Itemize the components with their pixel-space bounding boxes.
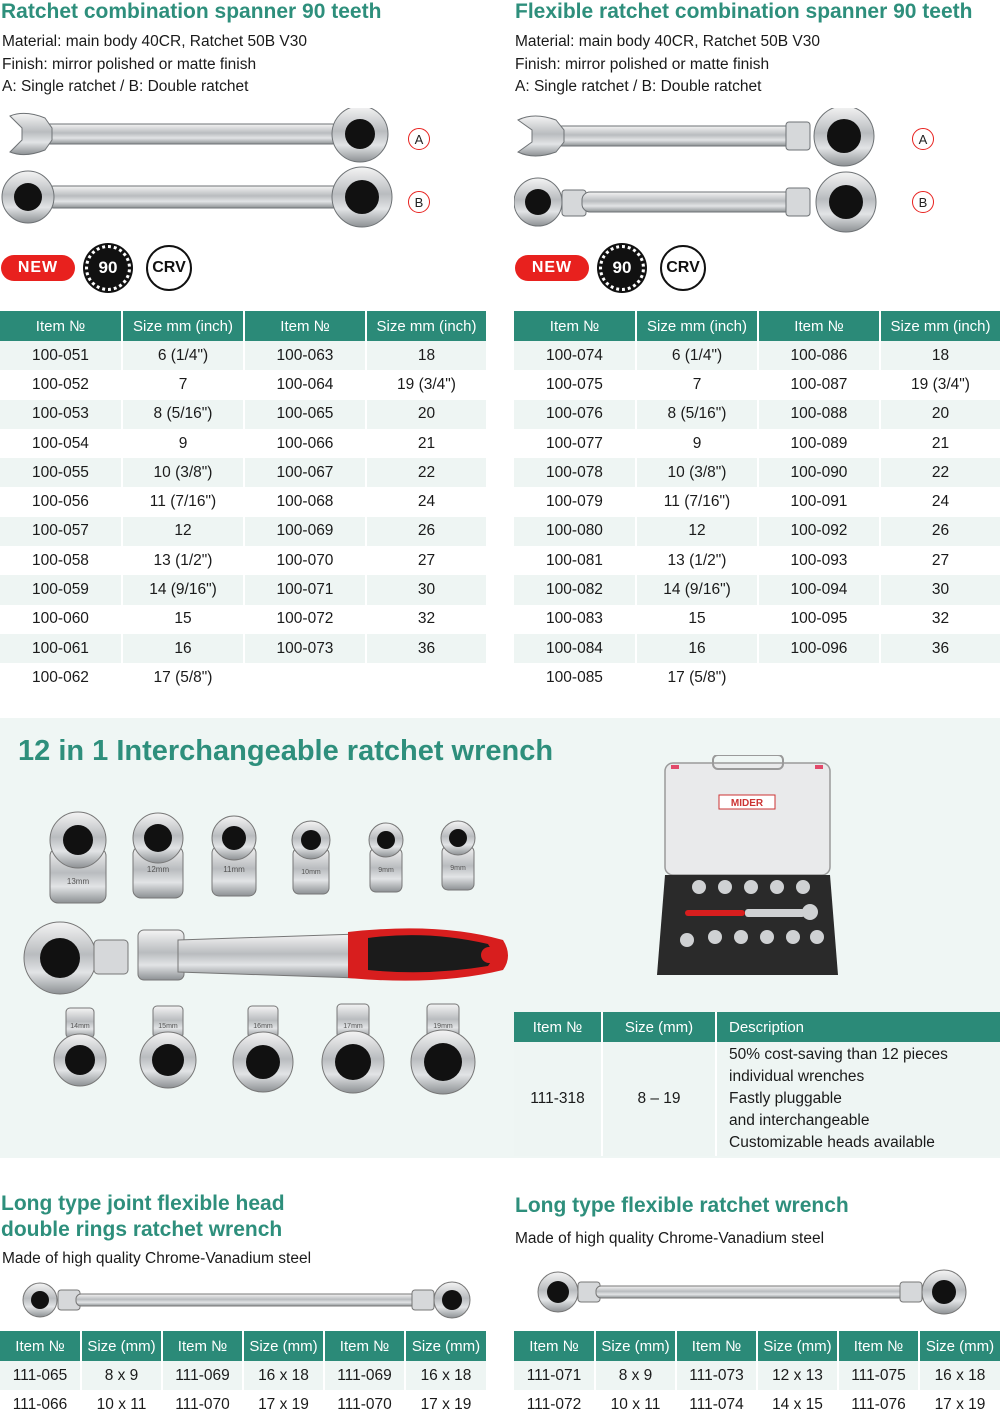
size-cell: 21	[366, 429, 486, 458]
marker-a-badge: A	[408, 128, 430, 150]
size-cell: 22	[366, 458, 486, 487]
head-size-label: 14mm	[70, 1023, 90, 1030]
size-cell: 9	[636, 429, 758, 458]
long-flexible-table	[514, 1331, 1000, 1419]
table-row	[0, 663, 486, 692]
item-number-cell: 100-056	[0, 487, 122, 516]
item-number-cell	[758, 663, 880, 692]
item-number-cell: 100-080	[514, 517, 636, 546]
ratchet-desc-line: A: Single ratchet / B: Double ratchet	[2, 78, 249, 95]
flexible-desc-line: A: Single ratchet / B: Double ratchet	[515, 78, 762, 95]
table-row	[514, 487, 1000, 516]
item-number-cell: 111-076	[838, 1390, 919, 1419]
size-cell: 20	[366, 400, 486, 429]
description-line: Customizable heads available	[729, 1134, 935, 1151]
size-cell: 16 x 18	[243, 1361, 324, 1390]
ratchet-size-table	[0, 311, 486, 693]
size-cell: 27	[880, 546, 1000, 575]
item-number-cell: 100-089	[758, 429, 880, 458]
flexible-size-table	[514, 311, 1000, 693]
size-cell: 8 x 9	[595, 1361, 676, 1390]
table-row	[0, 458, 486, 487]
item-number-cell: 100-078	[514, 458, 636, 487]
head-size-label: 17mm	[343, 1023, 363, 1030]
table-row	[514, 458, 1000, 487]
table-header-row	[514, 311, 1000, 341]
item-number-cell: 111-075	[838, 1361, 919, 1390]
item-number-cell: 100-087	[758, 370, 880, 399]
size-cell: 12 x 13	[757, 1361, 838, 1390]
table-header: Description	[716, 1012, 1000, 1042]
size-cell: 20	[880, 400, 1000, 429]
head-size-label: 19mm	[433, 1023, 453, 1030]
new-badge: NEW	[515, 255, 589, 281]
size-cell: 24	[880, 487, 1000, 516]
table-header-row	[514, 1331, 1000, 1361]
long-joint-table	[0, 1331, 486, 1419]
size-cell: 19 (3/4")	[366, 370, 486, 399]
item-number-cell: 111-069	[324, 1361, 405, 1390]
flexible-description	[515, 31, 820, 99]
size-cell: 11 (7/16")	[636, 487, 758, 516]
long-flexible-title: Long type flexible ratchet wrench	[515, 1194, 849, 1217]
size-cell: 17 x 19	[405, 1390, 486, 1419]
table-row	[514, 400, 1000, 429]
item-number-cell: 111-071	[514, 1361, 595, 1390]
table-header: Item №	[162, 1331, 243, 1361]
long-flexible-description: Made of high quality Chrome-Vanadium steel	[515, 1230, 825, 1247]
size-cell: 17 (5/8")	[122, 663, 244, 692]
item-number-cell: 100-066	[244, 429, 366, 458]
interchangeable-heads-image	[18, 810, 518, 1120]
table-header: Size mm (inch)	[122, 311, 244, 341]
tool-case-image	[655, 755, 840, 980]
long-joint-title-line: double rings ratchet wrench	[1, 1218, 283, 1241]
item-number-cell: 111-073	[676, 1361, 757, 1390]
head-size-label: 9mm	[450, 865, 466, 872]
long-joint-title	[1, 1191, 285, 1243]
item-number-cell: 100-069	[244, 517, 366, 546]
item-number-cell: 100-073	[244, 634, 366, 663]
size-cell: 14 (9/16")	[636, 575, 758, 604]
head-size-label: 12mm	[146, 865, 170, 874]
size-cell	[366, 663, 486, 692]
item-number-cell: 100-070	[244, 546, 366, 575]
ratchet-desc-line: Finish: mirror polished or matte finish	[2, 55, 257, 73]
item-number-cell: 111-072	[514, 1390, 595, 1419]
item-number-cell: 111-069	[162, 1361, 243, 1390]
description-cell	[716, 1042, 1000, 1156]
long-joint-description: Made of high quality Chrome-Vanadium steel	[2, 1250, 312, 1267]
size-cell: 16	[636, 634, 758, 663]
table-row	[0, 575, 486, 604]
table-row	[0, 370, 486, 399]
marker-a-badge: A	[912, 128, 934, 150]
ratchet-heads-top-icon	[50, 812, 475, 903]
teeth-90-badge: 90	[599, 245, 645, 291]
size-cell: 27	[366, 546, 486, 575]
marker-b-badge: B	[408, 191, 430, 213]
table-header: Item №	[838, 1331, 919, 1361]
item-number-cell: 100-094	[758, 575, 880, 604]
table-header-row	[0, 1331, 486, 1361]
size-cell: 11 (7/16")	[122, 487, 244, 516]
table-row	[514, 429, 1000, 458]
size-cell: 6 (1/4")	[122, 341, 244, 370]
item-number-cell: 100-091	[758, 487, 880, 516]
table-header: Size (mm)	[602, 1012, 716, 1042]
table-row	[514, 634, 1000, 663]
ratchet-description	[2, 31, 307, 99]
item-number-cell: 100-096	[758, 634, 880, 663]
item-number-cell: 100-081	[514, 546, 636, 575]
teeth-90-badge: 90	[85, 245, 131, 291]
table-header: Size mm (inch)	[366, 311, 486, 341]
table-header: Size (mm)	[243, 1331, 324, 1361]
spanner-b-icon	[2, 167, 392, 227]
table-header: Size (mm)	[595, 1331, 676, 1361]
table-header: Item №	[514, 1331, 595, 1361]
long-flexible-wrench-image	[536, 1268, 976, 1316]
table-row	[514, 605, 1000, 634]
size-cell: 16 x 18	[405, 1361, 486, 1390]
table-row	[514, 341, 1000, 370]
size-cell: 26	[366, 517, 486, 546]
table-row	[0, 1390, 486, 1419]
size-cell	[880, 663, 1000, 692]
head-size-label: 15mm	[158, 1023, 178, 1030]
spanner-a-icon	[10, 108, 388, 162]
item-number-cell: 100-093	[758, 546, 880, 575]
item-number-cell: 111-074	[676, 1390, 757, 1419]
item-number-cell: 100-079	[514, 487, 636, 516]
size-cell: 16 x 18	[919, 1361, 1000, 1390]
size-cell: 22	[880, 458, 1000, 487]
table-row	[514, 1361, 1000, 1390]
table-row	[514, 1042, 1000, 1156]
item-number-cell: 100-058	[0, 546, 122, 575]
size-cell: 10 x 11	[595, 1390, 676, 1419]
size-cell: 14 (9/16")	[122, 575, 244, 604]
table-header: Item №	[0, 311, 122, 341]
item-number-cell: 111-065	[0, 1361, 81, 1390]
size-cell: 9	[122, 429, 244, 458]
table-header: Item №	[0, 1331, 81, 1361]
size-cell: 15	[122, 605, 244, 634]
size-cell: 7	[636, 370, 758, 399]
item-number-cell: 100-077	[514, 429, 636, 458]
size-cell: 16	[122, 634, 244, 663]
size-cell: 13 (1/2")	[122, 546, 244, 575]
table-row	[514, 575, 1000, 604]
size-cell: 8 x 9	[81, 1361, 162, 1390]
table-row	[0, 634, 486, 663]
head-size-label: 11mm	[223, 865, 245, 874]
size-cell: 13 (1/2")	[636, 546, 758, 575]
size-cell: 17 (5/8")	[636, 663, 758, 692]
size-cell: 10 x 11	[81, 1390, 162, 1419]
item-number-cell: 100-059	[0, 575, 122, 604]
size-cell: 8 (5/16")	[636, 400, 758, 429]
head-size-label: 16mm	[253, 1023, 273, 1030]
flex-spanner-b-icon	[514, 172, 876, 232]
item-number-cell: 100-062	[0, 663, 122, 692]
size-cell: 32	[366, 605, 486, 634]
item-number-cell: 100-085	[514, 663, 636, 692]
description-line: individual wrenches	[729, 1068, 865, 1085]
long-joint-title-line: Long type joint flexible head	[1, 1192, 285, 1215]
item-number-cell: 100-061	[0, 634, 122, 663]
flexible-spanner-image	[514, 108, 894, 233]
item-number-cell: 111-318	[514, 1042, 602, 1156]
item-number-cell: 100-088	[758, 400, 880, 429]
item-number-cell: 100-084	[514, 634, 636, 663]
size-cell: 36	[366, 634, 486, 663]
table-header-row	[514, 1012, 1000, 1042]
long-joint-wrench-image	[20, 1280, 480, 1320]
head-size-label: 10mm	[301, 869, 321, 876]
size-cell: 10 (3/8")	[636, 458, 758, 487]
item-number-cell: 100-057	[0, 517, 122, 546]
item-number-cell: 100-051	[0, 341, 122, 370]
head-size-label: 9mm	[378, 867, 394, 874]
table-row	[514, 663, 1000, 692]
size-cell: 19 (3/4")	[880, 370, 1000, 399]
interchangeable-title: 12 in 1 Interchangeable ratchet wrench	[18, 735, 554, 767]
table-row	[0, 400, 486, 429]
item-number-cell: 100-075	[514, 370, 636, 399]
item-number-cell: 100-060	[0, 605, 122, 634]
table-row	[0, 429, 486, 458]
new-badge: NEW	[1, 255, 75, 281]
size-cell: 12	[122, 517, 244, 546]
item-number-cell: 111-070	[324, 1390, 405, 1419]
table-header: Item №	[514, 1012, 602, 1042]
flexible-desc-line: Finish: mirror polished or matte finish	[515, 55, 770, 73]
size-cell: 6 (1/4")	[636, 341, 758, 370]
flexible-desc-line: Material: main body 40CR, Ratchet 50B V30	[515, 33, 820, 50]
size-cell: 36	[880, 634, 1000, 663]
interchangeable-table	[514, 1012, 1000, 1156]
size-cell: 21	[880, 429, 1000, 458]
item-number-cell: 100-055	[0, 458, 122, 487]
size-cell: 8 (5/16")	[122, 400, 244, 429]
table-row	[514, 546, 1000, 575]
table-header: Item №	[514, 311, 636, 341]
table-row	[514, 1390, 1000, 1419]
item-number-cell: 111-066	[0, 1390, 81, 1419]
size-cell: 14 x 15	[757, 1390, 838, 1419]
table-row	[0, 1361, 486, 1390]
crv-badge: CRV	[146, 245, 192, 291]
size-cell: 10 (3/8")	[122, 458, 244, 487]
description-line: and interchangeable	[729, 1112, 870, 1129]
flexible-title: Flexible ratchet combination spanner 90 teeth	[515, 0, 973, 23]
item-number-cell: 111-070	[162, 1390, 243, 1419]
item-number-cell	[244, 663, 366, 692]
item-number-cell: 100-054	[0, 429, 122, 458]
table-header: Item №	[676, 1331, 757, 1361]
size-cell: 7	[122, 370, 244, 399]
size-cell: 30	[880, 575, 1000, 604]
item-number-cell: 100-092	[758, 517, 880, 546]
item-number-cell: 100-068	[244, 487, 366, 516]
ratchet-desc-line: Material: main body 40CR, Ratchet 50B V30	[2, 33, 307, 50]
item-number-cell: 100-072	[244, 605, 366, 634]
table-header: Size (mm)	[405, 1331, 486, 1361]
description-line: Fastly pluggable	[729, 1090, 842, 1107]
table-row	[0, 341, 486, 370]
ratchet-handle-icon	[24, 922, 508, 994]
size-cell: 17 x 19	[919, 1390, 1000, 1419]
table-row	[514, 370, 1000, 399]
table-header: Size (mm)	[919, 1331, 1000, 1361]
size-cell: 32	[880, 605, 1000, 634]
table-header: Size (mm)	[81, 1331, 162, 1361]
case-brand-label: MIDER	[730, 798, 764, 809]
ratchet-title: Ratchet combination spanner 90 teeth	[1, 0, 382, 23]
size-cell: 15	[636, 605, 758, 634]
head-size-label: 13mm	[66, 877, 90, 886]
size-cell: 18	[880, 341, 1000, 370]
table-header: Size mm (inch)	[880, 311, 1000, 341]
item-number-cell: 100-064	[244, 370, 366, 399]
size-cell: 8 – 19	[602, 1042, 716, 1156]
table-row	[0, 517, 486, 546]
item-number-cell: 100-071	[244, 575, 366, 604]
ratchet-heads-bottom-icon	[54, 1004, 475, 1094]
description-line: 50% cost-saving than 12 pieces	[729, 1046, 948, 1063]
item-number-cell: 100-083	[514, 605, 636, 634]
item-number-cell: 100-086	[758, 341, 880, 370]
item-number-cell: 100-052	[0, 370, 122, 399]
table-header-row	[0, 311, 486, 341]
table-row	[0, 605, 486, 634]
table-header: Item №	[244, 311, 366, 341]
table-header: Item №	[324, 1331, 405, 1361]
table-row	[514, 517, 1000, 546]
size-cell: 30	[366, 575, 486, 604]
item-number-cell: 100-095	[758, 605, 880, 634]
table-header: Size (mm)	[757, 1331, 838, 1361]
crv-badge: CRV	[660, 245, 706, 291]
table-header: Item №	[758, 311, 880, 341]
item-number-cell: 100-090	[758, 458, 880, 487]
size-cell: 18	[366, 341, 486, 370]
item-number-cell: 100-067	[244, 458, 366, 487]
item-number-cell: 100-063	[244, 341, 366, 370]
size-cell: 26	[880, 517, 1000, 546]
table-row	[0, 546, 486, 575]
item-number-cell: 100-076	[514, 400, 636, 429]
table-row	[0, 487, 486, 516]
size-cell: 12	[636, 517, 758, 546]
item-number-cell: 100-082	[514, 575, 636, 604]
item-number-cell: 100-074	[514, 341, 636, 370]
item-number-cell: 100-053	[0, 400, 122, 429]
marker-b-badge: B	[912, 191, 934, 213]
table-header: Size mm (inch)	[636, 311, 758, 341]
flex-spanner-a-icon	[518, 108, 874, 166]
size-cell: 17 x 19	[243, 1390, 324, 1419]
ratchet-spanner-image	[0, 108, 400, 233]
item-number-cell: 100-065	[244, 400, 366, 429]
size-cell: 24	[366, 487, 486, 516]
